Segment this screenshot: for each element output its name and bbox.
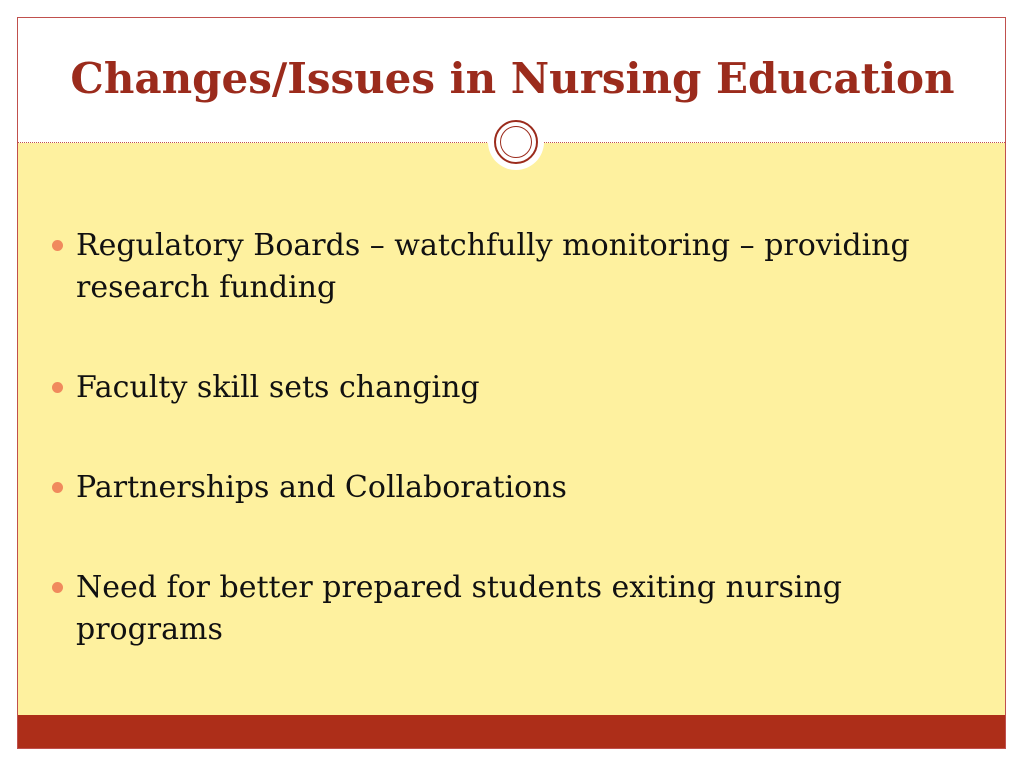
bullet-text: Need for better prepared students exiting nursing programs — [76, 570, 842, 647]
bullet-item — [50, 367, 970, 409]
bullet-text: Regulatory Boards – watchfully monitoring – providing research funding — [76, 228, 910, 305]
round-bullet-icon — [52, 482, 63, 493]
round-bullet-icon — [52, 240, 63, 251]
bullet-item — [50, 567, 970, 651]
footer-bar — [18, 715, 1006, 748]
inner-ring — [500, 126, 532, 158]
bullet-text: Partnerships and Collaborations — [76, 470, 567, 505]
content-area — [18, 143, 1006, 716]
slide-frame — [17, 17, 1006, 749]
double-ring-circle-icon — [488, 114, 544, 170]
round-bullet-icon — [52, 582, 63, 593]
round-bullet-icon — [52, 382, 63, 393]
slide-title: Changes/Issues in Nursing Education — [70, 54, 955, 103]
bullet-text: Faculty skill sets changing — [76, 370, 480, 405]
outer-ring — [494, 120, 538, 164]
bullet-item — [50, 467, 970, 509]
bullet-item — [50, 225, 970, 309]
bullet-list — [50, 225, 970, 709]
